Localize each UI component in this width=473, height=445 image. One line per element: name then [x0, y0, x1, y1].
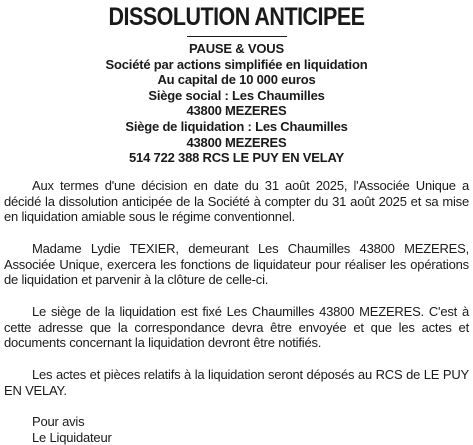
- company-name: PAUSE & VOUS: [189, 41, 284, 56]
- company-header: [4, 41, 469, 166]
- registered-office-postcode: 43800 MEZERES: [186, 103, 287, 119]
- paragraph-filing: Les actes et pièces relatifs à la liquidation seront déposés au RCS de LE PUY EN VELAY.: [4, 366, 469, 398]
- signature-pour-avis: Pour avis: [32, 413, 85, 429]
- signature-liquidator: Le Liquidateur: [32, 429, 112, 445]
- company-capital: Au capital de 10 000 euros: [157, 72, 316, 88]
- title-divider: [187, 36, 287, 37]
- rcs-number: 514 722 388 RCS LE PUY EN VELAY: [129, 150, 344, 166]
- paragraph-liquidator: Madame Lydie TEXIER, demeurant Les Chaumilles 43800 MEZERES, Associée Unique, exercera les fonctions de liquidateur pour réaliser les opérations de liquidation et parvenir à la clôture de celle-ci.: [4, 240, 469, 288]
- paragraph-seat: Le siège de la liquidation est fixé Les Chaumilles 43800 MEZERES. C'est à cette adresse que la correspondance devra être envoyée et que les actes et documents concernant la liquidation devront être notifiés.: [4, 303, 469, 351]
- paragraph-decision: Aux termes d'une décision en date du 31 août 2025, l'Associée Unique a décidé la dissolution anticipée de la Société à compter du 31 août 2025 et sa mise en liquidation amiable sous le régime conventionnel.: [4, 177, 469, 225]
- liquidation-office: Siège de liquidation : Les Chaumilles: [125, 118, 348, 134]
- company-form: Société par actions simplifiée en liquidation: [105, 56, 368, 72]
- signature-block: [4, 414, 469, 445]
- liquidation-office-postcode: 43800 MEZERES: [186, 134, 287, 150]
- notice-body: [4, 178, 469, 445]
- notice-title: DISSOLUTION ANTICIPEE: [108, 3, 365, 31]
- registered-office: Siège social : Les Chaumilles: [148, 87, 325, 103]
